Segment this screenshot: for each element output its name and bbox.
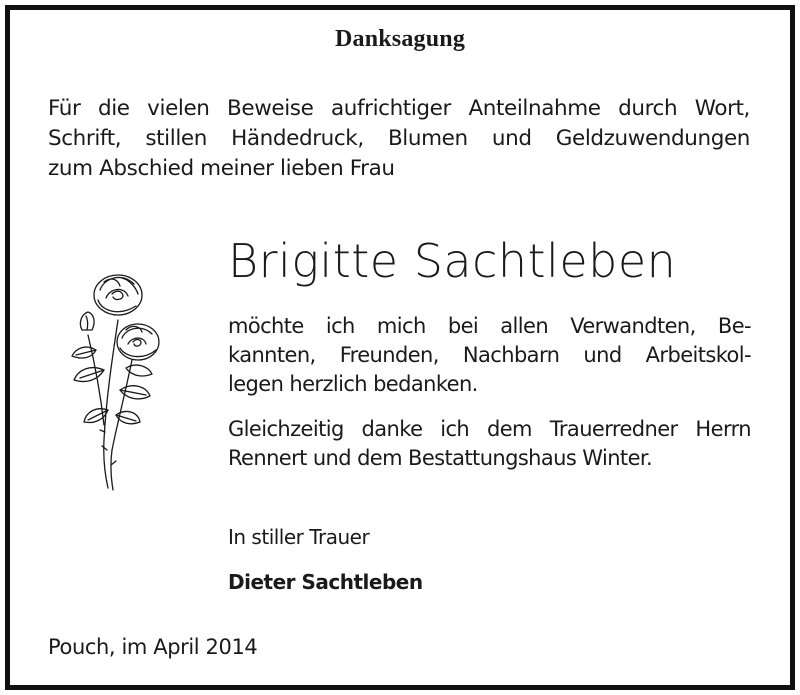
thanks-paragraph bbox=[228, 312, 751, 399]
additional-thanks-paragraph bbox=[228, 415, 751, 473]
paragraph-line: Gleichzeitig danke ich dem Trauerredner Herrn bbox=[228, 417, 751, 441]
paragraph-line: kannten, Freunden, Nachbarn und Arbeitskol- bbox=[228, 343, 751, 367]
deceased-name: Brigitte Sachtleben bbox=[228, 234, 677, 288]
mourning-phrase: In stiller Trauer bbox=[228, 525, 370, 549]
notice-heading: Danksagung bbox=[334, 26, 466, 52]
intro-line: zum Abschied meiner lieben Frau bbox=[48, 156, 395, 181]
signer-name: Dieter Sachtleben bbox=[228, 570, 423, 594]
intro-line: Für die vielen Beweise aufrichtiger Anteilnahme durch Wort, bbox=[48, 96, 750, 121]
intro-line: Schrift, stillen Händedruck, Blumen und Geldzuwendungen bbox=[48, 126, 750, 151]
rose-illustration bbox=[60, 260, 170, 495]
place-and-date: Pouch, im April 2014 bbox=[48, 635, 258, 659]
paragraph-line: möchte ich mich bei allen Verwandten, Be- bbox=[228, 314, 751, 338]
intro-text bbox=[48, 94, 750, 184]
paragraph-line: Rennert und dem Bestattungshaus Winter. bbox=[228, 446, 653, 470]
paragraph-line: legen herzlich bedanken. bbox=[228, 372, 478, 396]
